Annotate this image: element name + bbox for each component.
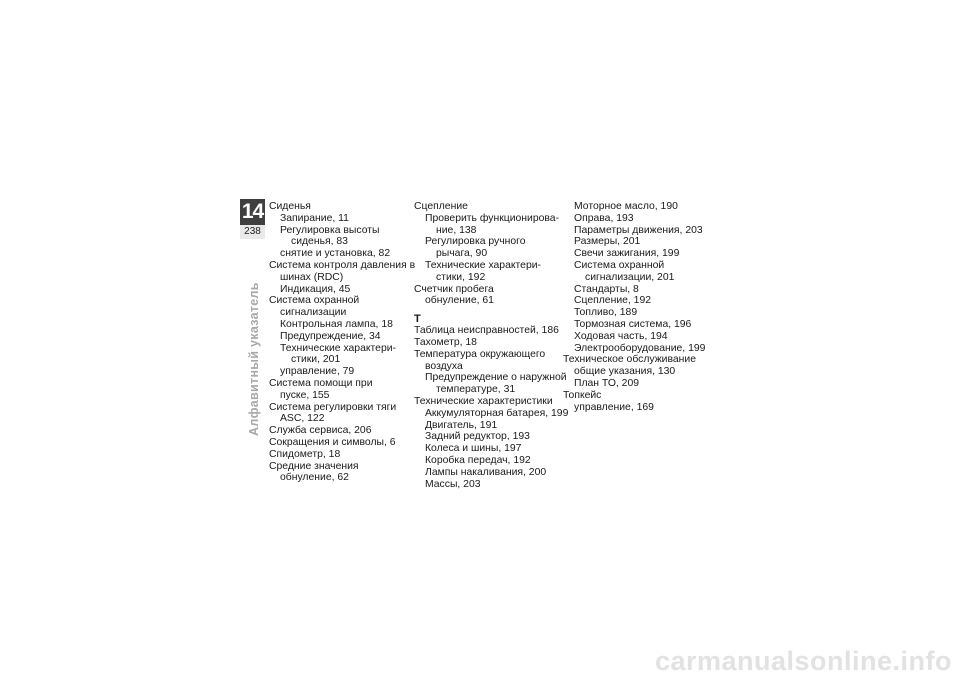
index-line: Средние значения — [269, 460, 359, 472]
index-line: Сокращения и символы, 6 — [269, 436, 396, 448]
index-line: Сцепление, 192 — [574, 295, 652, 307]
index-subentry — [269, 472, 414, 484]
index-line: температуре, 31 — [436, 384, 516, 396]
index-subentry — [563, 402, 708, 414]
index-subentry — [563, 307, 708, 319]
index-subentry — [269, 213, 414, 225]
index-line: Тахометр, 18 — [414, 336, 477, 348]
index-subentry — [269, 319, 414, 331]
index-subentry — [563, 319, 708, 331]
index-line: Проверить функционирова- — [425, 212, 560, 224]
index-line: Размеры, 201 — [574, 236, 641, 248]
index-line: стики, 201 — [291, 354, 341, 366]
index-entry — [269, 378, 414, 402]
index-subentry — [563, 295, 708, 307]
index-line: Стандарты, 8 — [574, 283, 639, 295]
index-line: ние, 138 — [436, 224, 477, 236]
index-line: Лампы накаливания, 200 — [425, 466, 547, 478]
index-entry — [269, 260, 414, 295]
index-line: Тормозная система, 196 — [574, 318, 692, 330]
index-line: План ТО, 209 — [574, 377, 640, 389]
index-entry — [414, 201, 559, 284]
index-line: Технические характери- — [280, 342, 396, 354]
index-line: общие указания, 130 — [574, 366, 676, 378]
page-number: 238 — [244, 226, 261, 237]
index-line: Колеса и шины, 197 — [425, 443, 522, 455]
index-entry — [269, 449, 414, 461]
index-line: Техническое обслуживание — [563, 354, 696, 366]
index-line: Спидометр, 18 — [269, 448, 341, 460]
index-line: воздуха — [425, 360, 463, 372]
index-subentry — [563, 343, 708, 355]
index-line: Электрооборудование, 199 — [574, 342, 706, 354]
index-entry — [414, 395, 569, 490]
index-subentry — [563, 284, 708, 296]
index-line: Топливо, 189 — [574, 307, 638, 319]
index-line: Оправа, 193 — [574, 212, 634, 224]
index-line: пуске, 155 — [280, 389, 330, 401]
index-line: Технические характеристики — [414, 395, 553, 407]
index-column-1 — [269, 201, 414, 484]
index-entry — [414, 284, 559, 308]
index-subentry — [414, 407, 569, 420]
index-subentry — [414, 467, 559, 479]
index-line: Запирание, 11 — [280, 212, 349, 224]
index-line: сигнализации — [280, 307, 347, 319]
watermark: carmanualsonline.info — [654, 646, 952, 676]
index-entry — [414, 348, 567, 396]
index-subentry — [414, 236, 559, 260]
index-line: ASC, 122 — [280, 413, 325, 425]
index-subentry — [269, 225, 414, 249]
index-line: сиденья, 83 — [291, 236, 348, 248]
index-line: Сиденья — [269, 201, 311, 212]
index-subentry — [269, 331, 414, 343]
index-line: Сцепление — [414, 201, 468, 212]
index-subentry — [563, 213, 708, 225]
index-entry — [563, 390, 708, 414]
index-line: Топкейс — [563, 389, 602, 401]
index-subentry — [414, 420, 559, 432]
index-line: Задний редуктор, 193 — [425, 431, 530, 443]
index-line: Двигатель, 191 — [425, 419, 498, 431]
index-line: Температура окружающего — [414, 348, 546, 360]
index-subentry — [269, 248, 414, 260]
index-entry — [269, 425, 414, 437]
index-entry — [269, 201, 414, 260]
index-line: Аккумуляторная батарея, 199 — [425, 407, 569, 419]
index-subentry — [269, 284, 414, 296]
index-line: шинах (RDC) — [280, 271, 344, 283]
index-line: сигнализации, 201 — [585, 271, 675, 283]
index-line: Параметры движения, 203 — [574, 224, 703, 236]
index-entry — [269, 461, 414, 485]
index-line: Регулировка высоты — [280, 224, 380, 236]
index-subentry — [563, 260, 708, 284]
index-line: обнуление, 61 — [425, 295, 494, 307]
index-subentry — [563, 366, 708, 378]
index-line: Система помощи при — [269, 377, 373, 389]
index-subentry — [414, 479, 559, 491]
chapter-number: 14 — [241, 200, 264, 223]
index-line: Счетчик пробега — [414, 283, 494, 295]
index-line: управление, 169 — [574, 401, 654, 413]
index-entry — [414, 325, 559, 337]
index-subentry — [414, 443, 559, 455]
index-line: Индикация, 45 — [280, 283, 351, 295]
chapter-title: Алфавитный указатель — [247, 282, 261, 436]
index-line: Система охранной — [269, 295, 360, 307]
index-line: Коробка передач, 192 — [425, 454, 531, 466]
index-subentry — [414, 431, 559, 443]
index-line: Контрольная лампа, 18 — [280, 318, 393, 330]
index-line: Технические характери- — [425, 259, 541, 271]
index-line: Моторное масло, 190 — [574, 201, 678, 212]
index-subentry — [563, 201, 708, 213]
index-line: управление, 79 — [280, 366, 355, 378]
index-line: Таблица неисправностей, 186 — [414, 325, 559, 337]
index-line: рычага, 90 — [436, 248, 488, 260]
index-entry — [563, 354, 708, 389]
index-line: Регулировка ручного — [425, 236, 526, 248]
index-subentry — [414, 260, 559, 284]
index-line: снятие и установка, 82 — [280, 248, 391, 260]
index-line: Массы, 203 — [425, 478, 481, 490]
index-subentry — [414, 295, 559, 307]
index-line: Система контроля давления в — [269, 259, 416, 271]
index-letter-heading: Т — [414, 313, 421, 326]
index-entry — [563, 201, 708, 354]
index-subentry — [563, 378, 708, 390]
index-line: Система охранной — [574, 259, 665, 271]
index-column-2 — [414, 201, 569, 490]
index-subentry — [269, 343, 414, 367]
index-line: Система регулировки тяги — [269, 401, 397, 413]
index-subentry — [563, 225, 708, 237]
index-line: Свечи зажигания, 199 — [574, 248, 680, 260]
index-column-3 — [563, 201, 708, 413]
index-line: Служба сервиса, 206 — [269, 425, 372, 437]
index-subentry — [414, 213, 559, 237]
index-entry — [269, 295, 414, 378]
index-line: стики, 192 — [436, 271, 486, 283]
index-line: Предупреждение, 34 — [280, 330, 381, 342]
index-entry — [269, 402, 414, 426]
index-subentry — [269, 366, 414, 378]
index-entry — [414, 337, 559, 349]
index-subentry — [414, 455, 559, 467]
index-line: Предупреждение о наружной — [425, 372, 567, 384]
index-line: обнуление, 62 — [280, 472, 349, 484]
index-subentry — [563, 248, 708, 260]
index-subentry — [414, 372, 567, 396]
index-entry — [269, 437, 414, 449]
index-line: Ходовая часть, 194 — [574, 330, 668, 342]
index-subentry — [563, 236, 708, 248]
index-subentry — [563, 331, 708, 343]
